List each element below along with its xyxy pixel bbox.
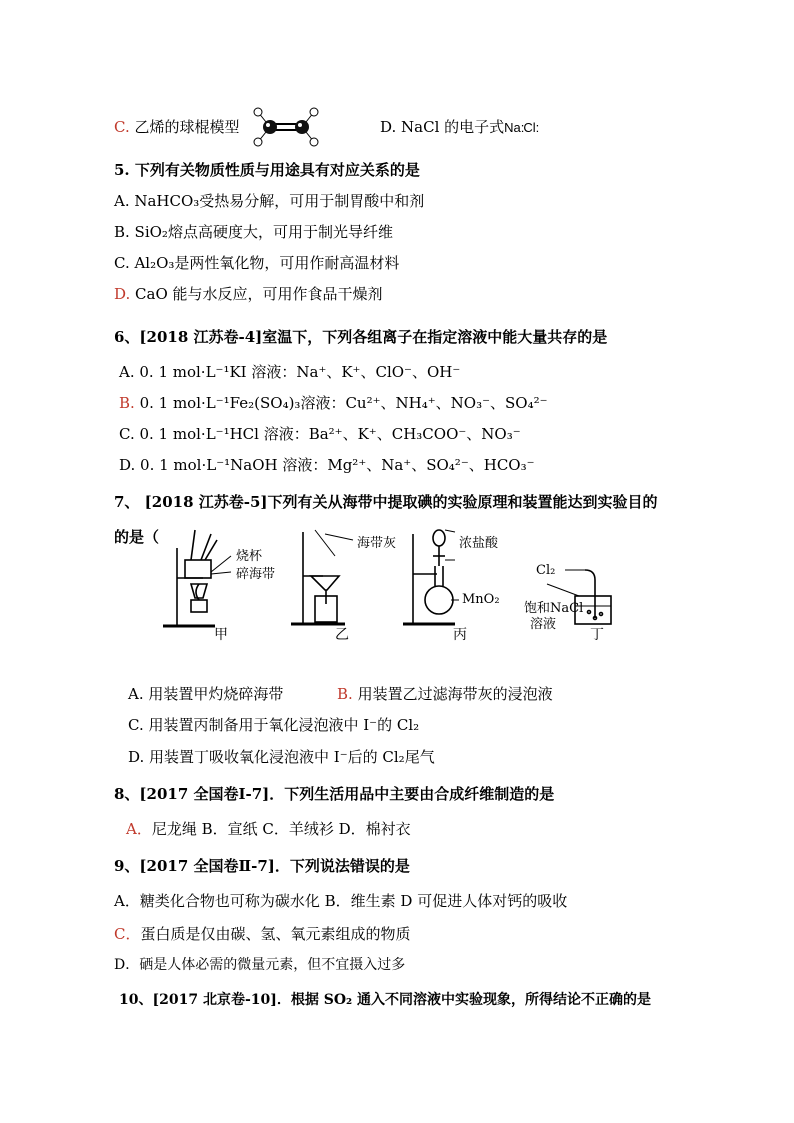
- option-letter: A．: [126, 820, 152, 838]
- option-text: 0. 1 mol·L⁻¹Fe₂(SO₄)₃溶液：Cu²⁺、NH₄⁺、NO₃⁻、SO₄²⁻: [134, 394, 548, 412]
- ethylene-ball-stick-model: [252, 104, 322, 148]
- label-nacl-1: 饱和NaCl: [524, 601, 584, 616]
- q5-option-c: C. Al₂O₃是两性氧化物，可用作耐高温材料: [114, 254, 400, 272]
- q7-option-a: A. 用装置甲灼烧碎海带: [128, 685, 284, 703]
- q6-option-b: [119, 393, 548, 413]
- option-text: 乙烯的球棍模型: [129, 118, 240, 136]
- option-letter: C．: [114, 925, 141, 943]
- apparatus-bing: [403, 530, 459, 624]
- q7-option-c: C. 用装置丙制备用于氧化浸泡液中 I⁻的 Cl₂: [128, 716, 420, 734]
- label-yi: 乙: [335, 627, 349, 643]
- q6-stem: 6、[2018 江苏卷-4]室温下，下列各组离子在指定溶液中能大量共存的是: [114, 328, 608, 346]
- option-d-nacl: [380, 117, 539, 138]
- option-letter: C.: [114, 118, 130, 136]
- label-ding: 丁: [590, 627, 604, 643]
- electron-dots: :: [535, 120, 540, 135]
- label-ash: 海带灰: [357, 536, 397, 551]
- q5-option-a: A. NaHCO₃受热易分解，可用于制胃酸中和剂: [114, 192, 425, 210]
- q5-option-d: [114, 284, 383, 304]
- q6-option-c: C. 0. 1 mol·L⁻¹HCl 溶液：Ba²⁺、K⁺、CH₃COO⁻、NO₃⁻: [119, 425, 521, 443]
- q8-stem: 8、[2017 全国卷Ⅰ-7]．下列生活用品中主要由合成纤维制造的是: [114, 785, 555, 803]
- option-letter: B.: [119, 394, 135, 412]
- q9-option-d: D．硒是人体必需的微量元素，但不宜摄入过多: [114, 957, 406, 973]
- q6-option-d: D. 0. 1 mol·L⁻¹NaOH 溶液：Mg²⁺、Na⁺、SO₄²⁻、HCO₃⁻: [119, 456, 535, 474]
- option-letter: B.: [337, 685, 353, 703]
- option-letter: D.: [114, 285, 131, 303]
- option-text: 尼龙绳 B．宣纸 C．羊绒衫 D．棉衬衣: [151, 820, 411, 838]
- q7-stem-cont: 的是（: [114, 528, 160, 546]
- q6-option-a: A. 0. 1 mol·L⁻¹KI 溶液：Na⁺、K⁺、ClO⁻、OH⁻: [119, 363, 461, 381]
- q9-options-ab: A．糖类化合物也可称为碳水化 B．维生素 D 可促进人体对钙的吸收: [114, 892, 568, 910]
- label-seaweed: 碎海带: [236, 567, 276, 582]
- option-text: CaO 能与水反应，可用作食品干燥剂: [130, 285, 383, 303]
- option-text: 用装置乙过滤海带灰的浸泡液: [352, 685, 553, 703]
- q9-stem: 9、[2017 全国卷Ⅱ-7]．下列说法错误的是: [114, 857, 410, 875]
- label-mno2: MnO₂: [462, 592, 500, 607]
- label-nacl-2: 溶液: [530, 617, 557, 632]
- electron-dots: :: [520, 120, 524, 135]
- apparatus-yi: [291, 530, 353, 624]
- label-hcl: 浓盐酸: [459, 536, 499, 551]
- q8-options: [126, 819, 411, 839]
- option-text: D. NaCl 的电子式: [380, 118, 505, 136]
- q10-stem: 10、[2017 北京卷-10]．根据 SO₂ 通入不同溶液中实验现象，所得结论不正确的是: [119, 992, 652, 1008]
- apparatus-jia: [163, 530, 231, 626]
- q9-option-c: [114, 924, 411, 944]
- q7-stem: 7、 [2018 江苏卷-5]下列有关从海带中提取碘的实验原理和装置能达到实验目的: [114, 493, 658, 511]
- q5-stem: 5. 下列有关物质性质与用途具有对应关系的是: [114, 161, 420, 179]
- label-beaker: 烧杯: [236, 549, 263, 564]
- cl-symbol: Cl: [523, 120, 536, 135]
- q7-option-d: D. 用装置丁吸收氧化浸泡液中 I⁻后的 Cl₂尾气: [128, 748, 435, 766]
- label-bing: 丙: [453, 627, 467, 643]
- na-symbol: Na: [504, 120, 521, 135]
- q7-option-b: [337, 684, 553, 704]
- option-c-ethylene: [114, 117, 240, 137]
- q5-option-b: B. SiO₂熔点高硬度大，可用于制光导纤维: [114, 223, 393, 241]
- option-text: 蛋白质是仅由碳、氢、氧元素组成的物质: [140, 925, 411, 943]
- label-cl2: Cl₂: [536, 563, 556, 578]
- label-jia: 甲: [214, 627, 228, 643]
